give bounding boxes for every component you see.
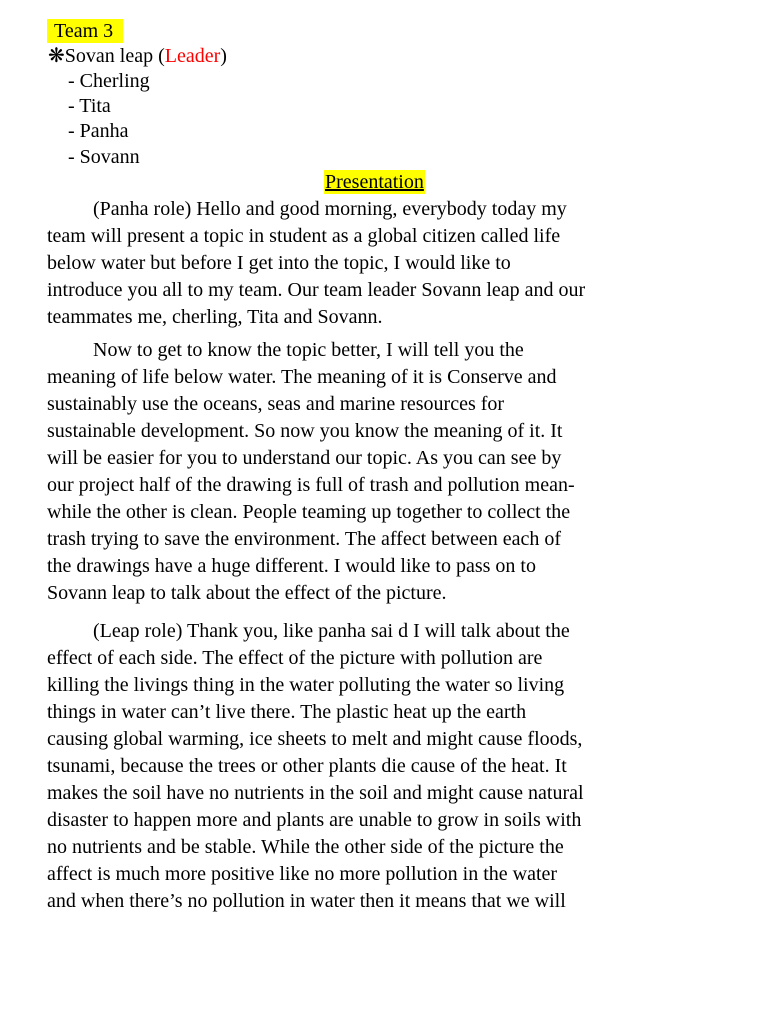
- paragraph-line: Sovann leap to talk about the effect of the picture.: [47, 582, 447, 604]
- paragraph-line: disaster to happen more and plants are unable to grow in soils with: [47, 809, 582, 831]
- member-item: - Panha: [68, 120, 129, 142]
- paragraph-line: team will present a topic in student as a global citizen called life: [47, 225, 561, 247]
- leader-prefix: ❋Sovan leap (: [48, 45, 165, 67]
- paragraph-line: our project half of the drawing is full of trash and pollution mean-: [47, 474, 575, 496]
- paragraph-line: affect is much more positive like no more pollution in the water: [47, 863, 558, 885]
- member-item: - Cherling: [68, 70, 150, 92]
- paragraph-line: things in water can’t live there. The plastic heat up the earth: [47, 701, 527, 723]
- paragraph-line: will be easier for you to understand our topic. As you can see by: [47, 447, 562, 469]
- paragraph-line: sustainable development. So now you know the meaning of it. It: [47, 420, 563, 442]
- paragraph-leap: [47, 618, 584, 915]
- paragraph-line: Now to get to know the topic better, I will tell you the: [93, 339, 524, 361]
- paragraph-line: killing the livings thing in the water polluting the water so living: [47, 674, 565, 696]
- paragraph-line: no nutrients and be stable. While the other side of the picture the: [47, 836, 564, 858]
- paragraph-line: teammates me, cherling, Tita and Sovann.: [47, 306, 383, 328]
- paragraph-panha: [47, 196, 585, 331]
- member-item: - Sovann: [68, 146, 140, 168]
- paragraph-line: introduce you all to my team. Our team leader Sovann leap and our: [47, 279, 586, 301]
- paragraph-line: sustainably use the oceans, seas and marine resources for: [47, 393, 505, 415]
- paragraph-line: makes the soil have no nutrients in the soil and might cause natural: [47, 782, 584, 804]
- paragraph-line: (Leap role) Thank you, like panha sai d I will talk about the: [93, 620, 570, 642]
- section-title: Presentation: [325, 171, 424, 193]
- paragraph-line: meaning of life below water. The meaning of it is Conserve and: [47, 366, 557, 388]
- paragraph-topic: [47, 337, 575, 607]
- paragraph-line: trash trying to save the environment. The affect between each of: [47, 528, 562, 550]
- paragraph-line: below water but before I get into the topic, I would like to: [47, 252, 511, 274]
- paragraph-line: (Panha role) Hello and good morning, everybody today my: [93, 198, 567, 220]
- paragraph-line: causing global warming, ice sheets to melt and might cause floods,: [47, 728, 583, 750]
- paragraph-line: while the other is clean. People teaming up together to collect the: [47, 501, 571, 523]
- paragraph-line: tsunami, because the trees or other plants die cause of the heat. It: [47, 755, 567, 777]
- team-title: Team 3: [47, 19, 123, 43]
- leader-suffix: ): [220, 45, 227, 67]
- leader-role-label: Leader: [164, 45, 221, 67]
- member-item: - Tita: [68, 95, 111, 117]
- paragraph-line: the drawings have a huge different. I would like to pass on to: [47, 555, 536, 577]
- paragraph-line: and when there’s no pollution in water then it means that we will: [47, 890, 566, 912]
- paragraph-line: effect of each side. The effect of the picture with pollution are: [47, 647, 543, 669]
- leader-line: [48, 44, 227, 68]
